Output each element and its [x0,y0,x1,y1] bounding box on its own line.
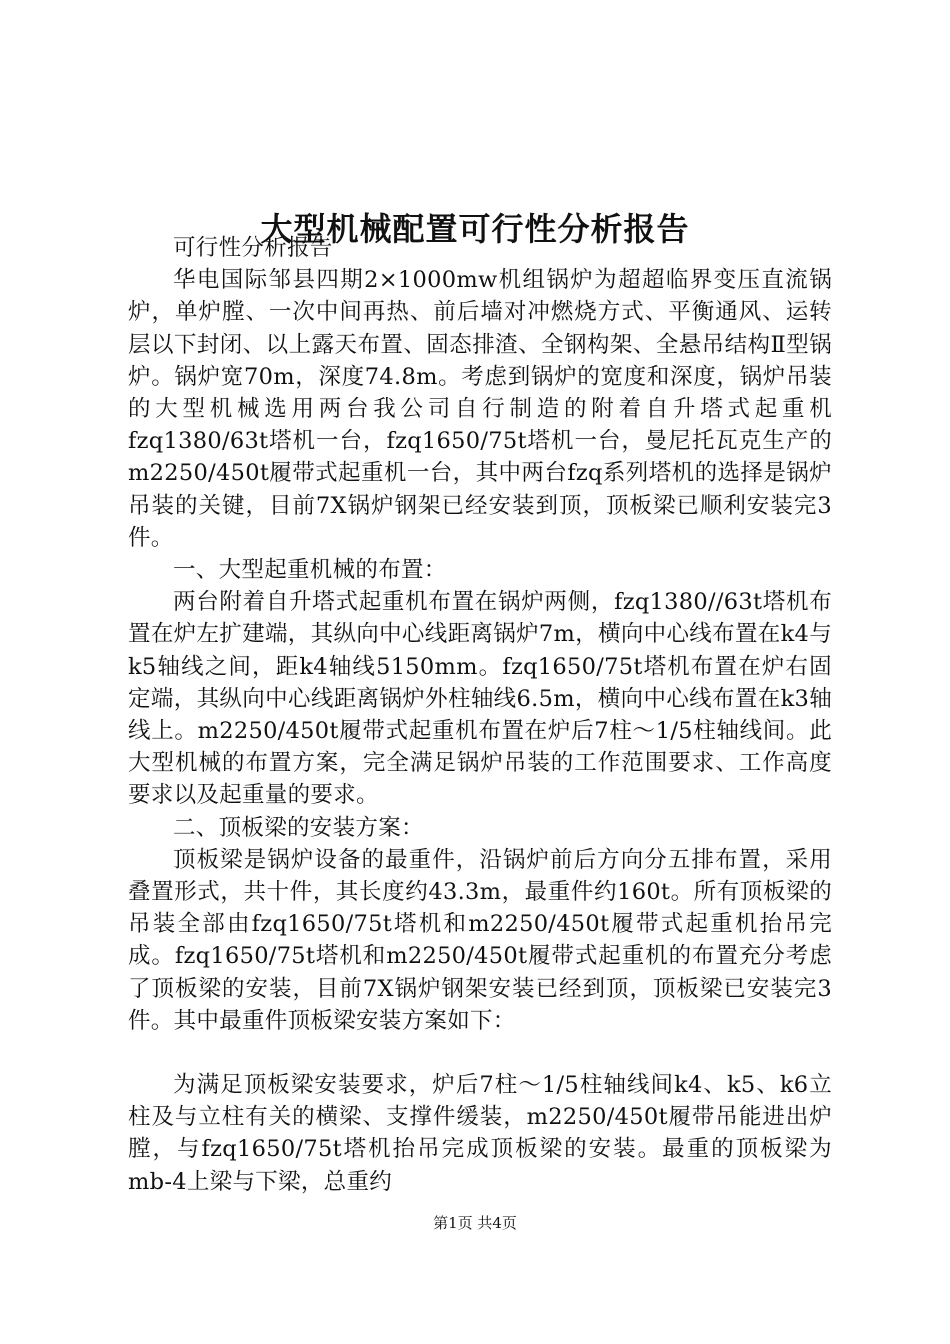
paragraph-beam-detail: 为满足顶板梁安装要求，炉后7柱～1/5柱轴线间k4、k5、k6立柱及与立柱有关的横梁、支撑件缓装，m2250/450t履带吊能进出炉膛，与fzq1650/75t塔机抬吊完成顶板梁的安装。最重的顶板梁为mb-4上梁与下梁，总重约 [128,1072,832,1195]
document-body [128,232,832,1198]
paragraph-beam: 顶板梁是锅炉设备的最重件，沿锅炉前后方向分五排布置，采用叠置形式，共十件，其长度约43.3m，最重件约160t。所有顶板梁的吊装全部由fzq1650/75t塔机和m2250/450t履带式起重机抬吊完成。fzq1650/75t塔机和m2250/450t履带式起重机的布置充分考虑了顶板梁的安装，目前7X锅炉钢架安装已经到顶，顶板梁已安装完3件。其中最重件顶板梁安装方案如下： [128,846,832,1034]
page-footer: 第1页 共4页 [433,1214,517,1232]
section-heading-layout: 一、大型起重机械的布置： [173,557,447,584]
paragraph-subtitle: 可行性分析报告 [173,235,333,261]
paragraph-intro: 华电国际邹县四期2×1000mw机组锅炉为超超临界变压直流锅炉，单炉膛、一次中间再热、前后墙对冲燃烧方式、平衡通风、运转层以下封闭、以上露天布置、固态排渣、全钢构架、全悬吊结构Ⅱ型锅炉。锅炉宽70m，深度74.8m。考虑到锅炉的宽度和深度，锅炉吊装的大型机械选用两台我公司自行制造的附着自升塔式起重机fzq1380/63t塔机一台，fzq1650/75t塔机一台，曼尼托瓦克生产的m2250/450t履带式起重机一台，其中两台fzq系列塔机的选择是锅炉吊装的关键，目前7X锅炉钢架已经安装到顶，顶板梁已顺利安装完3件。 [128,267,832,551]
section-heading-beam: 二、顶板梁的安装方案： [173,814,424,841]
paragraph-layout: 两台附着自升塔式起重机布置在锅炉两侧，fzq1380//63t塔机布置在炉左扩建端，其纵向中心线距离锅炉7m，横向中心线布置在k4与k5轴线之间，距k4轴线5150mm。fzq1650/75t塔机布置在炉右固定端，其纵向中心线距离锅炉外柱轴线6.5m，横向中心线布置在k3轴线上。m2250/450t履带式起重机布置在炉后7柱～1/5柱轴线间。此大型机械的布置方案，完全满足锅炉吊装的工作范围要求、工作高度要求以及起重量的要求。 [128,589,832,809]
document-title: 大型机械配置可行性分析报告 [260,210,690,249]
